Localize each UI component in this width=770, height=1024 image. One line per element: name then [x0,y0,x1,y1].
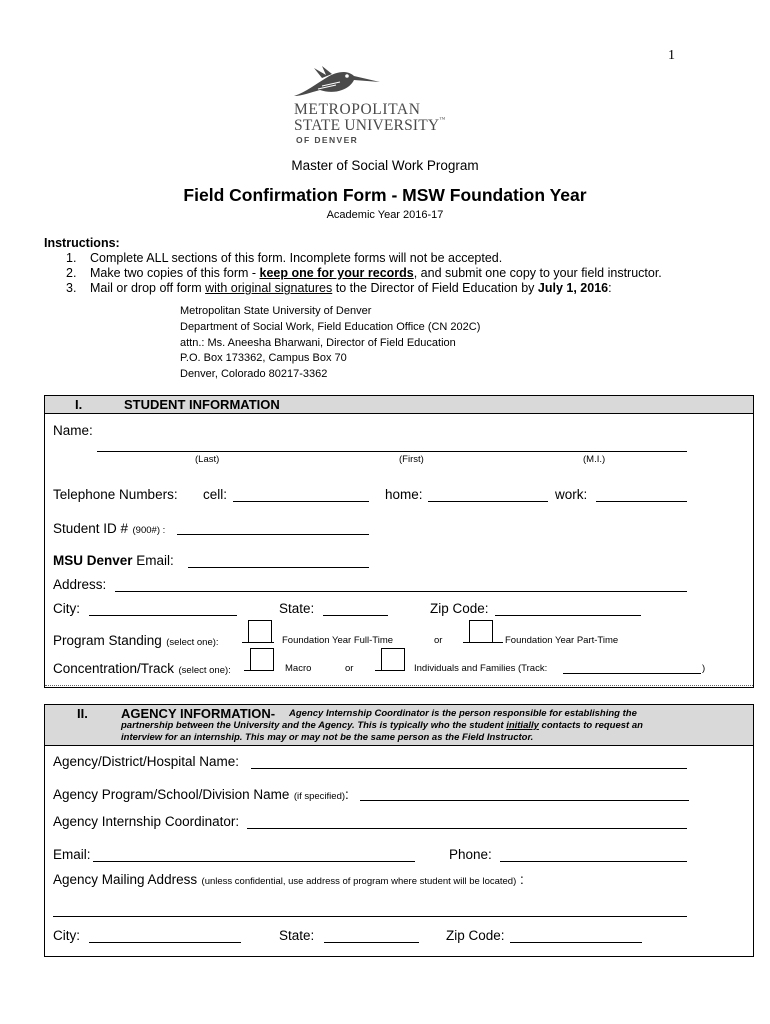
agency-phone-input-line[interactable] [500,861,687,862]
agency-zip-label: Zip Code: [446,928,505,943]
agency-zip-input-line[interactable] [510,942,642,943]
agency-state-input-line[interactable] [324,942,419,943]
instructions-heading: Instructions: [44,236,120,250]
checkbox-baseline [242,642,274,643]
agency-program-label: Agency Program/School/Division Name (if specified): [53,787,349,802]
mailing-address-line: attn.: Ms. Aneesha Bharwani, Director of Field Education [180,337,456,349]
section-title: STUDENT INFORMATION [124,397,280,412]
student-id-label: Student ID # (900#) : [53,521,166,536]
city-label: City: [53,601,80,616]
agency-mailing-address-label: Agency Mailing Address (unless confidential, use address of program where student will be located) : [53,872,524,887]
program-standing-label: Program Standing (select one): [53,633,219,648]
agency-information-section [44,704,754,957]
email-label: MSU Denver Email: [53,553,174,568]
logo-text-state-university: STATE UNIVERSITY™ [294,117,446,134]
individuals-families-checkbox[interactable] [381,648,405,671]
page-number: 1 [668,48,675,63]
form-title: Field Confirmation Form - MSW Foundation Year [183,185,587,205]
mailing-address-line: Denver, Colorado 80217-3362 [180,368,328,380]
name-last-caption: (Last) [195,454,220,465]
agency-mailing-address-input-line[interactable] [53,916,687,917]
work-label: work: [555,487,588,502]
section-number: I. [75,397,83,412]
section-divider [45,685,753,686]
agency-name-label: Agency/District/Hospital Name: [53,754,240,769]
name-mi-caption: (M.I.) [583,454,606,465]
program-name: Master of Social Work Program [291,158,479,173]
logo-text-of-denver: OF DENVER [296,135,359,145]
agency-program-input-line[interactable] [360,800,689,801]
foundation-part-time-label: Foundation Year Part-Time [505,635,619,646]
instruction-item-1: 1. Complete ALL sections of this form. Incomplete forms will not be accepted. [66,251,503,265]
mailing-address-line: Metropolitan State University of Denver [180,305,372,317]
internship-coordinator-input-line[interactable] [247,828,687,829]
logo-text-metropolitan: METROPOLITAN [294,101,421,118]
agency-email-label: Email: [53,847,91,862]
macro-label: Macro [285,663,312,674]
academic-year: Academic Year 2016-17 [326,209,444,221]
checkbox-baseline [244,670,274,671]
cell-label: cell: [203,487,228,502]
section-number: II. [77,706,88,721]
section-title: AGENCY INFORMATION- [121,706,276,721]
email-input-line[interactable] [188,567,369,568]
or-text: or [434,635,443,646]
mailing-address-line: P.O. Box 173362, Campus Box 70 [180,352,347,364]
foundation-full-time-label: Foundation Year Full-Time [282,635,394,646]
agency-state-label: State: [279,928,315,943]
student-id-input-line[interactable] [177,534,369,535]
instruction-item-3: 3. Mail or drop off form with original signatures to the Director of Field Education by July 1, 2016: [66,281,612,295]
internship-coordinator-label: Agency Internship Coordinator: [53,814,240,829]
track-input-line[interactable] [563,673,701,674]
agency-note-line: interview for an internship. This may or may not be the same person as the Field Instructor. [121,732,534,743]
macro-checkbox[interactable] [250,648,274,671]
state-label: State: [279,601,315,616]
student-information-section [44,395,754,688]
section-header [45,396,753,414]
checkbox-baseline [463,642,503,643]
telephone-label: Telephone Numbers: [53,487,178,502]
zip-label: Zip Code: [430,601,489,616]
agency-note-line: Agency Internship Coordinator is the person responsible for establishing the [289,708,637,719]
cell-input-line[interactable] [233,501,369,502]
name-input-line[interactable] [97,451,687,452]
agency-phone-label: Phone: [449,847,492,862]
roadrunner-logo-icon [292,66,384,105]
or-text: or [345,663,354,674]
section-header [45,705,753,746]
home-label: home: [385,487,423,502]
state-input-line[interactable] [323,615,388,616]
name-label: Name: [53,423,93,438]
city-input-line[interactable] [89,615,237,616]
agency-name-input-line[interactable] [251,768,687,769]
home-input-line[interactable] [428,501,548,502]
agency-email-input-line[interactable] [93,861,415,862]
individuals-families-label: Individuals and Families (Track: [414,663,548,674]
work-input-line[interactable] [596,501,687,502]
track-close-paren: ) [702,663,706,674]
agency-note-line: partnership between the University and the Agency. This is typically who the student initially contacts to request an [121,720,643,731]
address-input-line[interactable] [115,591,687,592]
checkbox-baseline [375,670,405,671]
concentration-label: Concentration/Track (select one): [53,661,231,676]
name-first-caption: (First) [399,454,424,465]
zip-input-line[interactable] [495,615,641,616]
mailing-address-line: Department of Social Work, Field Education Office (CN 202C) [180,321,481,333]
foundation-full-time-checkbox[interactable] [248,620,272,643]
agency-city-input-line[interactable] [89,942,241,943]
instruction-item-2: 2. Make two copies of this form - keep one for your records, and submit one copy to your field instructor. [66,266,662,280]
agency-city-label: City: [53,928,80,943]
foundation-part-time-checkbox[interactable] [469,620,493,643]
address-label: Address: [53,577,107,592]
